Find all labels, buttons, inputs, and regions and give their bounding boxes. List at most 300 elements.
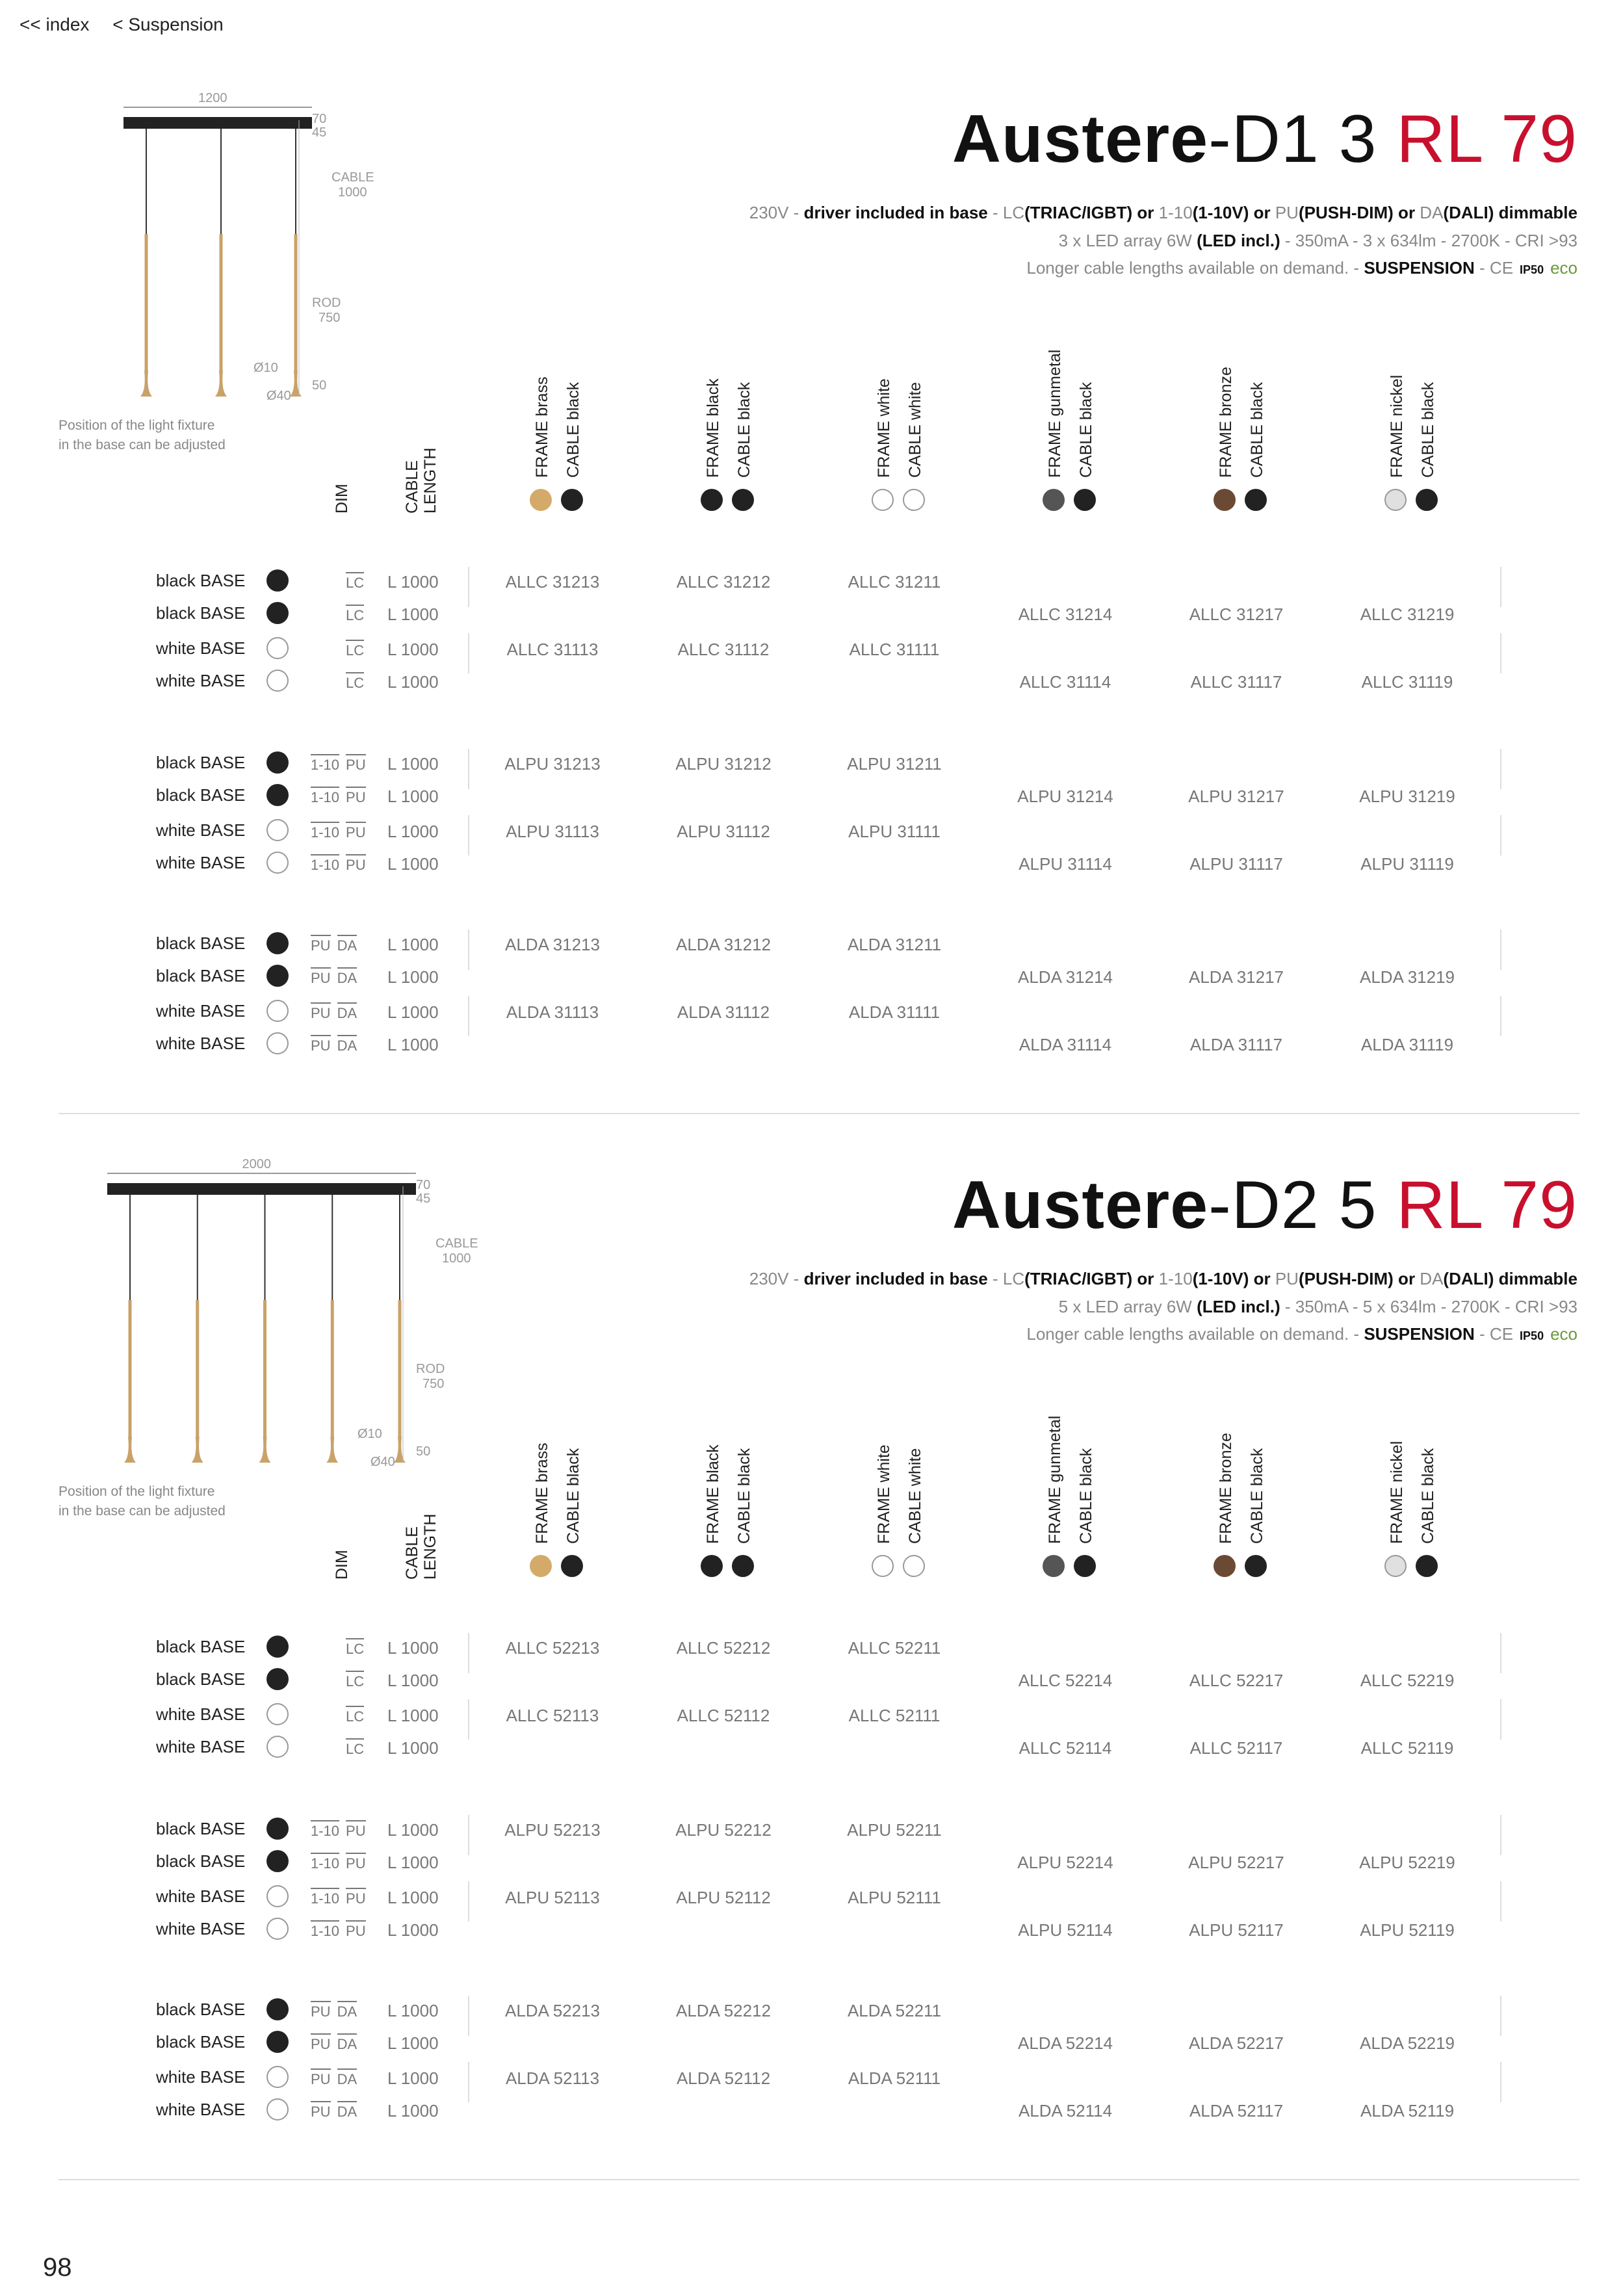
spec1-part: 1-10 — [1158, 1269, 1193, 1288]
frame-color-swatch — [872, 489, 894, 511]
note-line: Position of the light fixture — [58, 418, 215, 433]
spec1-part: - LC — [987, 1269, 1025, 1288]
frame-color-swatch — [1043, 489, 1065, 511]
product-code: ALPU 31214 — [1017, 787, 1113, 806]
cable-color-swatch — [903, 489, 925, 511]
product-code: ALDA 52113 — [505, 2068, 600, 2088]
product-code: ALDA 52212 — [675, 2001, 772, 2020]
column-separator — [1500, 1996, 1501, 2036]
cable-length: L 1000 — [387, 822, 439, 841]
base-label: black BASE — [156, 2032, 246, 2052]
dimension-label-rod: ROD — [416, 1362, 445, 1376]
dim-lc-icon: LC — [346, 1638, 364, 1658]
product-code: ALLC 31114 — [1019, 672, 1111, 692]
dim-icons — [311, 754, 372, 774]
frame-color-swatch — [1384, 1555, 1407, 1577]
dim-lc-icon: LC — [346, 1738, 364, 1758]
cable-length: L 1000 — [387, 2101, 439, 2120]
cable-length: L 1000 — [387, 2068, 439, 2088]
dim-icons — [311, 935, 363, 954]
suspension-link[interactable]: < Suspension — [112, 14, 224, 34]
spec-line-3 — [1026, 258, 1578, 278]
product-code: ALPU 31113 — [506, 822, 599, 841]
dim-da-icon: DA — [337, 1035, 357, 1054]
dim-110-icon: 1-10 — [311, 1920, 339, 1940]
base-color-swatch — [266, 1703, 289, 1725]
product-code: ALPU 52211 — [847, 1820, 942, 1840]
column-separator — [468, 1996, 469, 2036]
spec2-part: (LED incl.) — [1197, 1297, 1280, 1316]
cable-length: L 1000 — [387, 1638, 439, 1658]
frame-header: FRAME bronze — [1217, 367, 1235, 478]
spec3-part: - CE — [1474, 258, 1514, 278]
product-code: ALLC 31112 — [677, 640, 770, 659]
spec1-part: DA — [1420, 1269, 1444, 1288]
frame-header: FRAME white — [875, 1444, 893, 1544]
dim-icons — [311, 1920, 372, 1940]
dim-icons — [311, 2033, 363, 2053]
product-code: ALDA 31113 — [506, 1002, 599, 1022]
light-head — [215, 371, 227, 397]
frame-color-swatch — [1384, 489, 1407, 511]
spec-line-2 — [1059, 231, 1578, 251]
spec2-part: (LED incl.) — [1197, 231, 1280, 250]
dim-icons — [311, 787, 372, 806]
base-label: black BASE — [156, 1669, 246, 1689]
dimension-label-rod_val: 750 — [318, 311, 341, 325]
dim-pu-icon: PU — [346, 1853, 366, 1872]
cable-header: CABLE black — [1077, 1448, 1095, 1544]
column-separator — [1500, 1633, 1501, 1673]
dimension-label-rod_val: 750 — [422, 1377, 445, 1391]
spec1-part: (1-10V) or — [1192, 1269, 1275, 1288]
frame-header: FRAME bronze — [1217, 1433, 1235, 1544]
dim-header: DIM — [333, 484, 351, 514]
dim-header: DIM — [333, 1550, 351, 1580]
dimension-label-width: 2000 — [242, 1157, 271, 1171]
frame-header: FRAME white — [875, 378, 893, 478]
product-code: ALDA 52219 — [1359, 2033, 1455, 2053]
cable-length: L 1000 — [387, 1888, 439, 1907]
section-divider — [58, 2179, 1579, 2180]
product-code: ALPU 52213 — [504, 1820, 601, 1840]
dim-110-icon: 1-10 — [311, 1888, 339, 1907]
dimension-label-top2: 45 — [416, 1192, 431, 1206]
base-color-swatch — [266, 602, 289, 624]
cable-color-swatch — [561, 489, 583, 511]
product-code: ALDA 52112 — [676, 2068, 771, 2088]
dim-icons — [346, 1706, 370, 1725]
dimension-label-cable_val: 1000 — [338, 185, 367, 200]
product-code: ALDA 31112 — [677, 1002, 770, 1022]
spec3-part: eco — [1550, 258, 1578, 278]
light-head — [192, 1437, 203, 1463]
dim-icons — [311, 2068, 363, 2088]
dim-icons — [311, 1002, 363, 1022]
base-color-swatch — [266, 2066, 289, 2088]
column-separator — [1500, 1699, 1501, 1740]
cable-header: CABLE white — [906, 1448, 924, 1544]
product-code: ALLC 52113 — [506, 1706, 599, 1725]
column-separator — [468, 2062, 469, 2102]
product-code: ALDA 31111 — [848, 1002, 941, 1022]
light-head — [124, 1437, 136, 1463]
column-separator — [1500, 1881, 1501, 1922]
dimension-label-top1: 70 — [312, 112, 327, 126]
product-code: ALPU 52117 — [1189, 1920, 1284, 1940]
cable-length: L 1000 — [387, 1853, 439, 1872]
spec1-part: (1-10V) or — [1192, 203, 1275, 222]
cable-length: L 1000 — [387, 1706, 439, 1725]
cable-color-swatch — [1074, 1555, 1096, 1577]
product-code: ALDA 31214 — [1017, 967, 1113, 987]
dim-110-icon: 1-10 — [311, 787, 339, 806]
frame-color-swatch — [530, 489, 552, 511]
dim-pu-icon: PU — [311, 935, 331, 954]
dim-110-icon: 1-10 — [311, 1820, 339, 1840]
cable-length: L 1000 — [387, 787, 439, 806]
spec-line-1 — [749, 203, 1578, 223]
base-color-swatch — [266, 2098, 289, 2120]
column-separator — [1500, 1815, 1501, 1855]
column-separator — [1500, 996, 1501, 1036]
base-label: black BASE — [156, 753, 246, 772]
dim-lc-icon: LC — [346, 640, 364, 659]
spec3-part: IP50 — [1520, 1329, 1544, 1342]
column-separator — [468, 1815, 469, 1855]
base-label: black BASE — [156, 2000, 246, 2019]
product-code: ALLC 52213 — [505, 1638, 600, 1658]
title-bold: Austere — [952, 1168, 1209, 1243]
base-label: white BASE — [156, 2067, 246, 2087]
base-color-swatch — [266, 2031, 289, 2053]
base-color-swatch — [266, 1998, 289, 2020]
product-code: ALPU 52114 — [1018, 1920, 1113, 1940]
product-code: ALLC 52119 — [1360, 1738, 1454, 1758]
product-code: ALDA 31213 — [504, 935, 601, 954]
title-red: RL 79 — [1396, 101, 1578, 177]
frame-header: FRAME gunmetal — [1046, 1415, 1064, 1544]
dim-da-icon: DA — [337, 2101, 357, 2120]
frame-color-swatch — [701, 489, 723, 511]
dim-icons — [346, 1638, 370, 1658]
frame-header: FRAME nickel — [1388, 374, 1406, 478]
light-head — [290, 371, 302, 397]
base-color-swatch — [266, 751, 289, 774]
dim-pu-icon: PU — [346, 822, 366, 841]
dimension-label-rod: ROD — [312, 296, 341, 310]
product-code: ALLC 52117 — [1189, 1738, 1283, 1758]
product-code: ALDA 31117 — [1189, 1035, 1283, 1054]
base-color-swatch — [266, 1736, 289, 1758]
product-code: ALDA 31212 — [675, 935, 772, 954]
cable-length-header: CABLE — [403, 1526, 421, 1580]
product-code: ALPU 31114 — [1019, 854, 1112, 874]
dim-icons — [311, 2001, 363, 2020]
product-code: ALLC 52114 — [1019, 1738, 1112, 1758]
dim-icons — [311, 1853, 372, 1872]
dim-da-icon: DA — [337, 967, 357, 987]
product-code: ALLC 31111 — [849, 640, 940, 659]
product-code: ALLC 52217 — [1189, 1671, 1284, 1690]
cable-header: CABLE black — [735, 382, 753, 478]
product-code: ALLC 52214 — [1018, 1671, 1113, 1690]
dim-icons — [346, 1671, 370, 1690]
title-red: RL 79 — [1396, 1168, 1578, 1243]
product-code: ALLC 31211 — [848, 572, 941, 592]
dim-da-icon: DA — [337, 935, 357, 954]
dimension-label-d40: Ø40 — [370, 1455, 395, 1469]
frame-color-swatch — [872, 1555, 894, 1577]
column-separator — [1500, 567, 1501, 607]
dim-pu-icon: PU — [311, 2101, 331, 2120]
spec2-part: - 350mA - 5 x 634lm - 2700K - CRI >93 — [1280, 1297, 1578, 1316]
product-code: ALDA 31217 — [1188, 967, 1284, 987]
product-code: ALLC 52211 — [848, 1638, 941, 1658]
column-separator — [468, 1881, 469, 1922]
product-code: ALPU 31112 — [677, 822, 770, 841]
base-label: black BASE — [156, 571, 246, 590]
product-code: ALPU 52111 — [848, 1888, 941, 1907]
base-label: white BASE — [156, 1886, 246, 1906]
base-color-swatch — [266, 569, 289, 592]
product-code: ALPU 52113 — [505, 1888, 600, 1907]
frame-header: FRAME gunmetal — [1046, 349, 1064, 478]
dim-110-icon: 1-10 — [311, 754, 339, 774]
cable-header: CABLE black — [1248, 382, 1266, 478]
base-color-swatch — [266, 965, 289, 987]
dim-lc-icon: LC — [346, 672, 364, 692]
spec1-part: (TRIAC/IGBT) or — [1024, 1269, 1159, 1288]
base-label: black BASE — [156, 966, 246, 985]
cable-length: L 1000 — [387, 1035, 439, 1054]
base-label: black BASE — [156, 603, 246, 623]
cable-color-swatch — [1416, 489, 1438, 511]
index-link[interactable]: << index — [19, 14, 90, 34]
dimension-label-d10: Ø10 — [357, 1427, 382, 1441]
dim-icons — [346, 640, 370, 659]
cable-length: L 1000 — [387, 672, 439, 692]
product-code: ALLC 52112 — [677, 1706, 770, 1725]
dim-icons — [346, 1738, 370, 1758]
base-label: white BASE — [156, 2100, 246, 2119]
dimension-label-top2: 45 — [312, 125, 327, 140]
dimension-label-cable_val: 1000 — [442, 1251, 471, 1266]
product-code: ALDA 31211 — [847, 935, 942, 954]
spec-line-1 — [749, 1269, 1578, 1289]
column-separator — [1500, 2062, 1501, 2102]
product-code: ALPU 31212 — [675, 754, 772, 774]
base-color-swatch — [266, 1885, 289, 1907]
position-note — [58, 416, 226, 455]
spec3-part: - CE — [1474, 1324, 1514, 1344]
spec3-part: eco — [1550, 1324, 1578, 1344]
spec3-part: Longer cable lengths available on demand. - — [1026, 1324, 1364, 1344]
product-code: ALDA 52217 — [1188, 2033, 1284, 2053]
product-code: ALLC 31212 — [676, 572, 771, 592]
product-code: ALLC 31119 — [1361, 672, 1453, 692]
cable-length: L 1000 — [387, 605, 439, 624]
base-label: black BASE — [156, 1851, 246, 1871]
column-separator — [468, 1633, 469, 1673]
column-separator — [1500, 930, 1501, 970]
product-title — [952, 1167, 1578, 1244]
spec1-part: driver included in base — [803, 1269, 988, 1288]
cable-length: L 1000 — [387, 572, 439, 592]
base-color-swatch — [266, 1668, 289, 1690]
spec1-part: 1-10 — [1158, 203, 1193, 222]
title-light: -D2 5 — [1208, 1168, 1397, 1243]
product-code: ALDA 52119 — [1360, 2101, 1455, 2120]
spec1-part: DA — [1420, 203, 1444, 222]
base-bar — [123, 117, 312, 129]
cable-header: CABLE black — [1419, 1448, 1437, 1544]
frame-header: FRAME brass — [533, 376, 551, 478]
spec1-part: - LC — [987, 203, 1025, 222]
cable-length: L 1000 — [387, 1002, 439, 1022]
base-color-swatch — [266, 1850, 289, 1872]
base-label: white BASE — [156, 638, 246, 658]
frame-color-swatch — [1214, 489, 1236, 511]
spec3-part: SUSPENSION — [1364, 1324, 1475, 1344]
spec1-part: (PUSH-DIM) or — [1298, 1269, 1420, 1288]
cable-length: L 1000 — [387, 1820, 439, 1840]
dim-lc-icon: LC — [346, 1706, 364, 1725]
product-code: ALPU 31219 — [1359, 787, 1455, 806]
cable-color-swatch — [1416, 1555, 1438, 1577]
dim-pu-icon: PU — [346, 1920, 366, 1940]
base-label: white BASE — [156, 1704, 246, 1724]
cable-color-swatch — [732, 1555, 754, 1577]
product-code: ALPU 52214 — [1017, 1853, 1113, 1872]
cable-header: CABLE black — [1419, 382, 1437, 478]
title-bold: Austere — [952, 101, 1209, 177]
spec1-part: (TRIAC/IGBT) or — [1024, 203, 1159, 222]
spec1-part: 230V - — [749, 203, 804, 222]
light-head — [326, 1437, 338, 1463]
column-separator — [1500, 815, 1501, 855]
cable-color-swatch — [1245, 1555, 1267, 1577]
product-code: ALPU 52212 — [675, 1820, 772, 1840]
dim-pu-icon: PU — [311, 1035, 331, 1054]
dimension-label-cable: CABLE — [435, 1236, 478, 1251]
base-color-swatch — [266, 1818, 289, 1840]
frame-header: FRAME brass — [533, 1442, 551, 1544]
spec1-part: (DALI) dimmable — [1443, 203, 1578, 222]
light-head — [140, 371, 152, 397]
product-section — [0, 0, 1623, 1066]
product-code: ALLC 31217 — [1189, 605, 1284, 624]
base-label: black BASE — [156, 933, 246, 953]
dim-icons — [311, 2101, 363, 2120]
dim-icons — [311, 822, 372, 841]
product-code: ALLC 31117 — [1190, 672, 1282, 692]
base-color-swatch — [266, 1032, 289, 1054]
dimension-label-width: 1200 — [198, 91, 227, 105]
base-label: black BASE — [156, 785, 246, 805]
spec2-part: - 350mA - 3 x 634lm - 2700K - CRI >93 — [1280, 231, 1578, 250]
cable-length: L 1000 — [387, 1920, 439, 1940]
fixture-drawing — [0, 85, 455, 449]
dim-110-icon: 1-10 — [311, 1853, 339, 1872]
base-label: white BASE — [156, 1001, 246, 1021]
cable-length-header: CABLE — [403, 460, 421, 514]
base-color-swatch — [266, 784, 289, 806]
dim-110-icon: 1-10 — [311, 854, 339, 874]
product-section — [0, 1066, 1623, 2132]
cable-header: CABLE white — [906, 382, 924, 478]
dim-icons — [346, 572, 370, 592]
dim-lc-icon: LC — [346, 605, 364, 624]
base-color-swatch — [266, 1000, 289, 1022]
spec2-part: 5 x LED array 6W — [1058, 1297, 1197, 1316]
product-code: ALLC 31213 — [505, 572, 600, 592]
base-bar — [107, 1183, 416, 1195]
product-code: ALLC 52219 — [1360, 1671, 1455, 1690]
position-note — [58, 1482, 226, 1521]
column-separator — [468, 815, 469, 855]
base-label: white BASE — [156, 1034, 246, 1053]
dim-da-icon: DA — [337, 1002, 357, 1022]
dimension-label-bottom: 50 — [312, 378, 327, 393]
dim-pu-icon: PU — [346, 754, 366, 774]
product-code: ALDA 52211 — [847, 2001, 942, 2020]
product-code: ALLC 31113 — [506, 640, 599, 659]
product-code: ALDA 31219 — [1359, 967, 1455, 987]
spec1-part: (PUSH-DIM) or — [1298, 203, 1420, 222]
dim-icons — [311, 1888, 372, 1907]
cable-color-swatch — [561, 1555, 583, 1577]
column-separator — [1500, 633, 1501, 673]
dim-da-icon: DA — [337, 2068, 357, 2088]
product-code: ALPU 52112 — [676, 1888, 771, 1907]
cable-length-header: LENGTH — [421, 1513, 439, 1580]
frame-header: FRAME nickel — [1388, 1441, 1406, 1544]
dim-pu-icon: PU — [346, 1888, 366, 1907]
product-code: ALPU 52217 — [1188, 1853, 1284, 1872]
base-label: white BASE — [156, 820, 246, 840]
spec3-part: IP50 — [1520, 263, 1544, 276]
product-code: ALPU 31211 — [847, 754, 942, 774]
spec3-part: Longer cable lengths available on demand. - — [1026, 258, 1364, 278]
dim-pu-icon: PU — [346, 854, 366, 874]
product-code: ALLC 31214 — [1018, 605, 1113, 624]
dim-pu-icon: PU — [311, 2068, 331, 2088]
base-label: black BASE — [156, 1637, 246, 1656]
dim-icons — [346, 672, 370, 692]
product-code: ALLC 52111 — [848, 1706, 941, 1725]
dim-icons — [311, 1035, 363, 1054]
spec3-part: SUSPENSION — [1364, 258, 1475, 278]
frame-header: FRAME black — [704, 1444, 722, 1544]
product-code: ALDA 31114 — [1019, 1035, 1112, 1054]
cable-color-swatch — [1074, 489, 1096, 511]
product-code: ALPU 31111 — [848, 822, 941, 841]
cable-length: L 1000 — [387, 1738, 439, 1758]
frame-color-swatch — [530, 1555, 552, 1577]
dim-pu-icon: PU — [311, 967, 331, 987]
cable-length: L 1000 — [387, 967, 439, 987]
cable-header: CABLE black — [735, 1448, 753, 1544]
base-label: white BASE — [156, 1737, 246, 1756]
dim-lc-icon: LC — [346, 1671, 364, 1690]
cable-header: CABLE black — [1077, 382, 1095, 478]
cable-header: CABLE black — [564, 382, 582, 478]
dim-pu-icon: PU — [311, 1002, 331, 1022]
light-head — [394, 1437, 406, 1463]
product-code: ALDA 31119 — [1360, 1035, 1454, 1054]
product-code: ALDA 52114 — [1018, 2101, 1113, 2120]
